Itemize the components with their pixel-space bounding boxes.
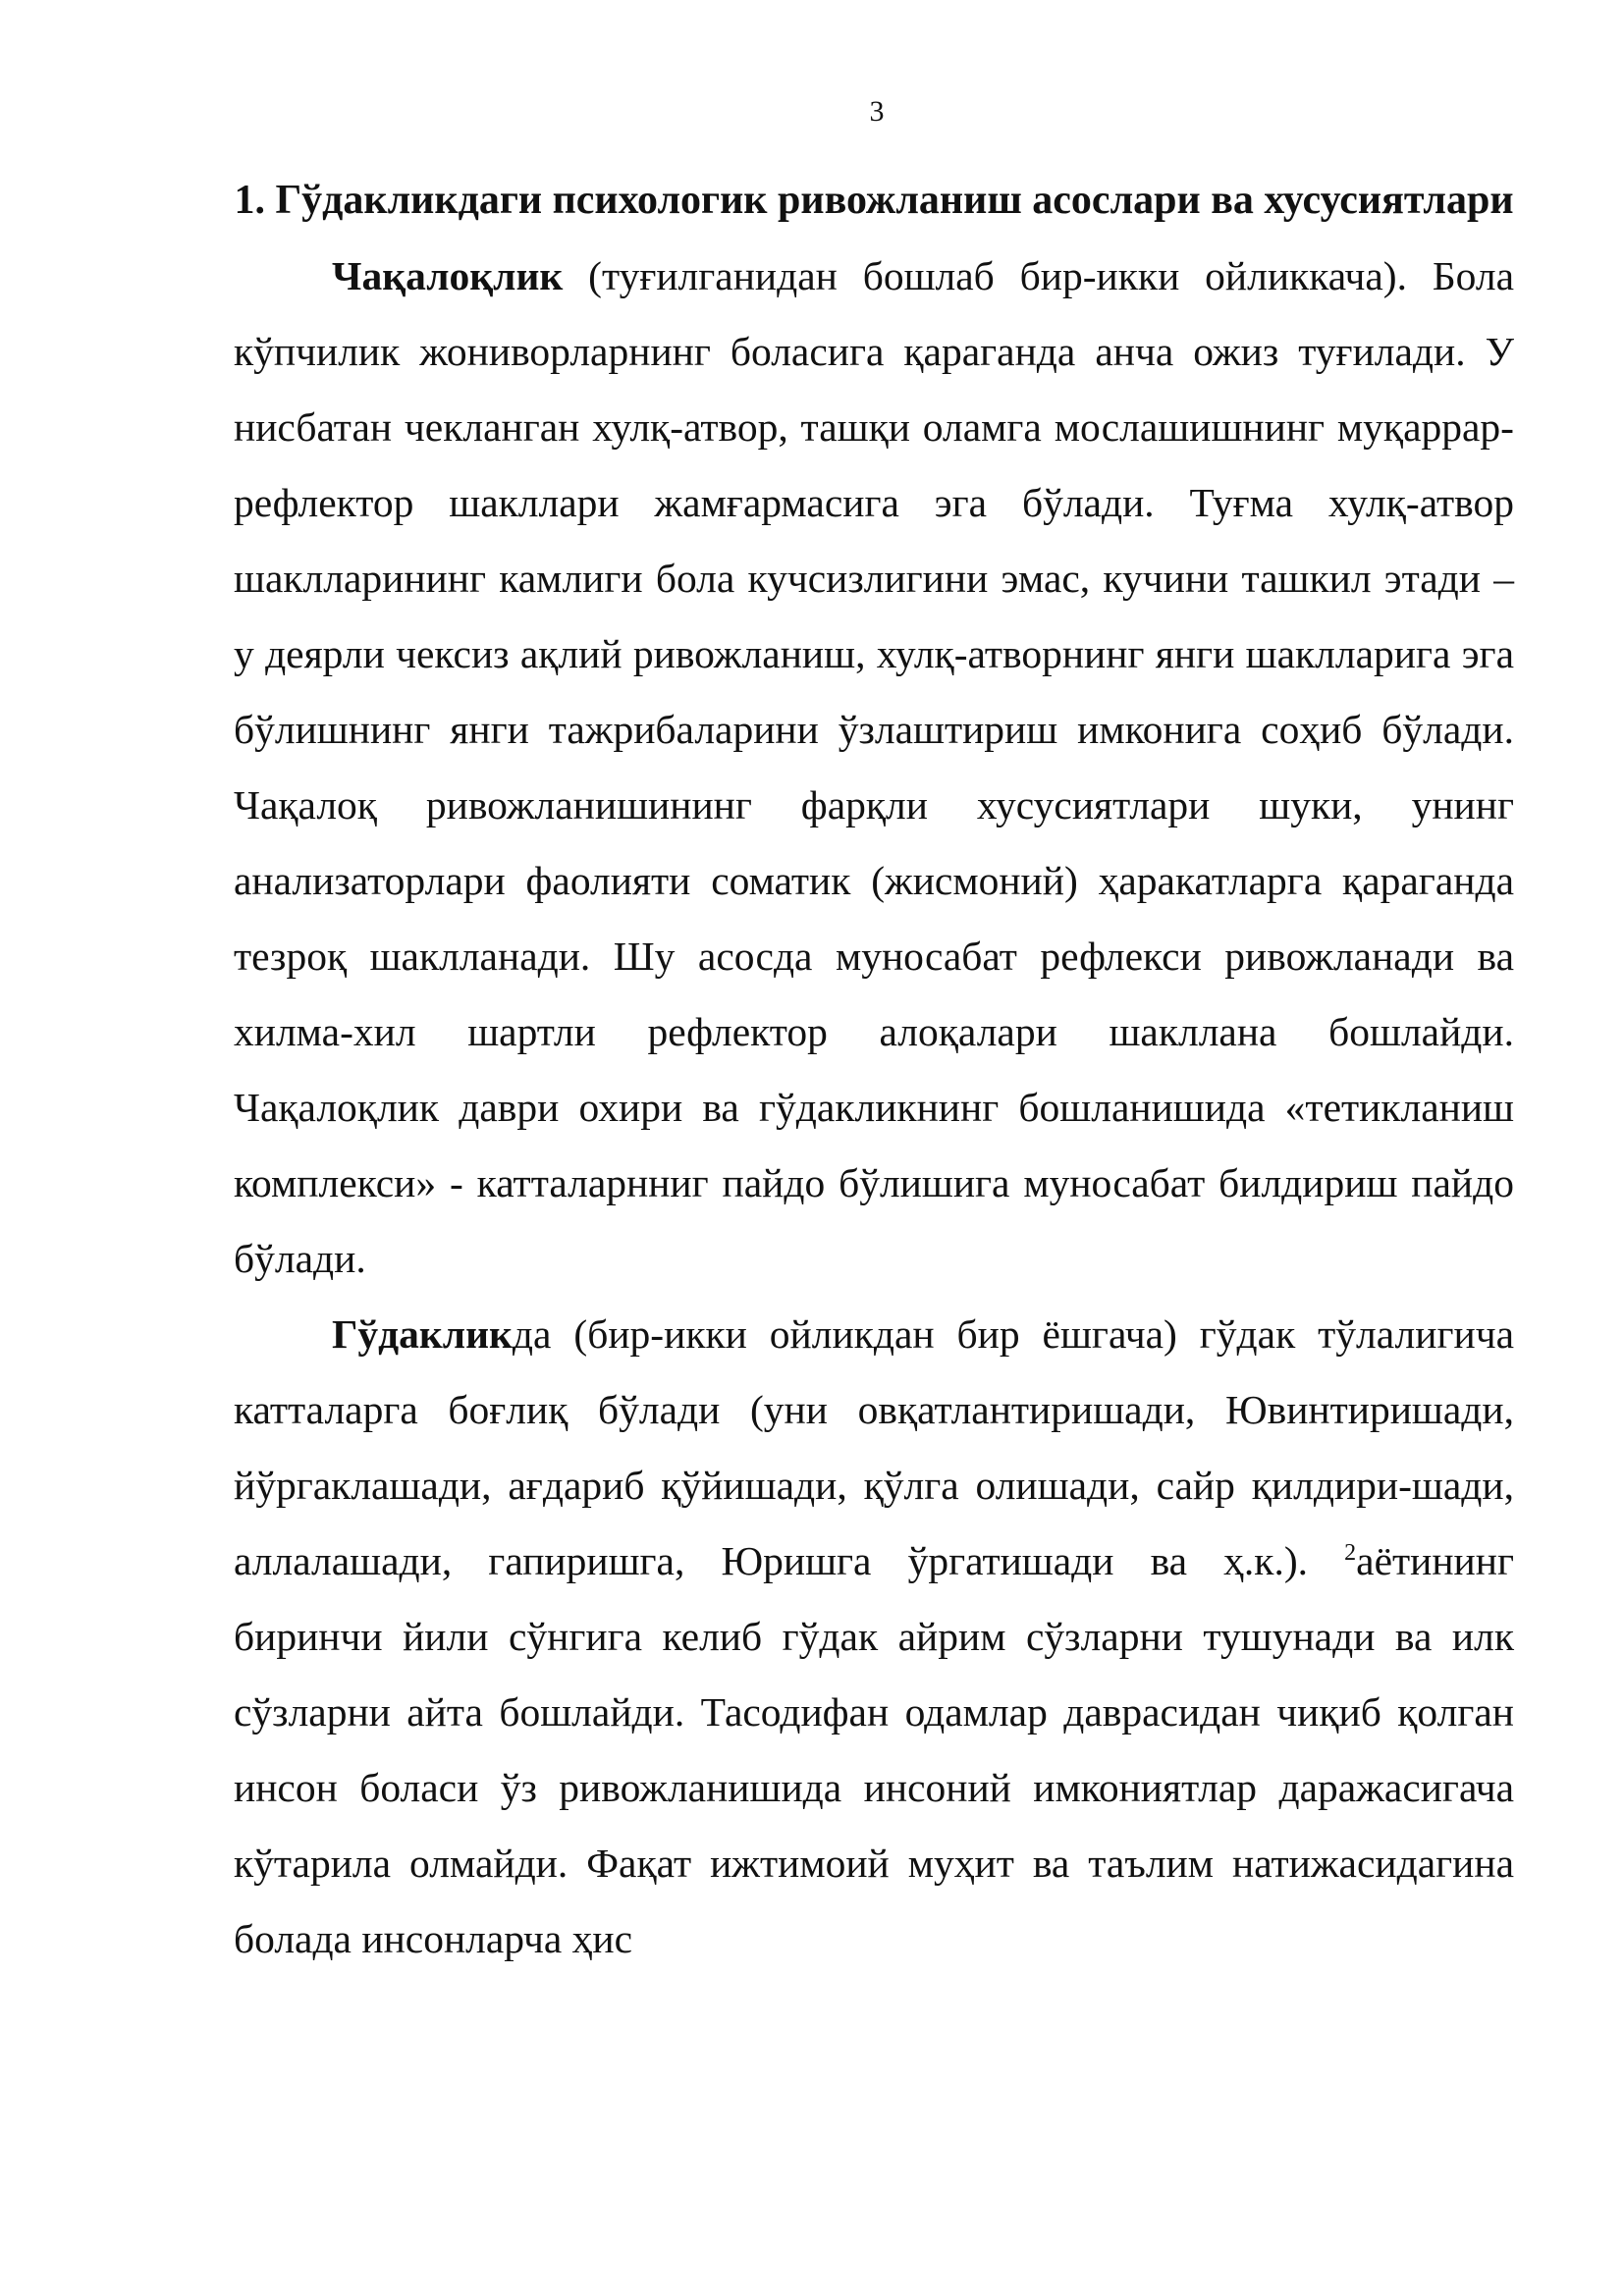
paragraph-infancy: [234, 1297, 1514, 1977]
term-newborn-period: Чақалоқлик: [332, 253, 564, 298]
superscript-mark: 2: [1344, 1540, 1357, 1567]
page-number: 3: [869, 95, 885, 128]
paragraph-text: (бир-икки ойликдан бир ёшгача) гўдак тўлалигича катталарга боғлиқ бўлади (уни овқатлантиришади, Ювинтиришади, йўргаклашади, ағдариб қўйишади, қўлга олишади, сайр қилдири-шади, аллалашади, гапиришга, Юришга ўргатишади ва ҳ.к.).: [234, 1311, 1514, 1583]
paragraph-text-continued: аётининг биринчи йили сўнгига келиб гўдак айрим сўзларни тушунади ва илк сўзларни айта бошлайди. Тасодифан одамлар даврасидан чиқиб қолган инсон боласи ўз ривожланишида инсоний имкониятлар даражасигача кўтарила олмайди. Фақат ижтимоий муҳит ва таълим натижасидагина болада инсонларча ҳис: [234, 1538, 1514, 1961]
term-suffix: да: [512, 1311, 552, 1357]
page-content: [234, 163, 1514, 1977]
paragraph-text: (туғилганидан бошлаб бир-икки ойликкача). Бола кўпчилик жониворларнинг боласига қараганда анча ожиз туғилади. У нисбатан чекланган хулқ-атвор, ташқи оламга мослашишнинг муқаррар-рефлектор шакллари жамғармасига эга бўлади. Туғма хулқ-атвор шаклларининг камлиги бола кучсизлигини эмас, кучини ташкил этади – у деярли чексиз ақлий ривожланиш, хулқ-атворнинг янги шаклларига эга бўлишнинг янги тажрибаларини ўзлаштириш имконига соҳиб бўлади. Чақалоқ ривожланишининг фарқли хусусиятлари шуки, унинг анализаторлари фаолияти соматик (жисмоний) ҳаракатларга қараганда тезроқ шаклланади. Шу асосда муносабат рефлекси ривожланади ва хилма-хил шартли рефлектор алоқалари шакллана бошлайди. Чақалоқлик даври охири ва гўдакликнинг бошланишида «тетикланиш комплекси» - катталарнниг пайдо бўлишига муносабат билдириш пайдо бўлади.: [234, 253, 1514, 1281]
section-title: 1. Гўдакликдаги психологик ривожланиш асослари ва хусусиятлари: [234, 178, 1514, 223]
paragraph-newborn-period: [234, 239, 1514, 1297]
term-infancy: Гўдаклик: [332, 1311, 513, 1357]
